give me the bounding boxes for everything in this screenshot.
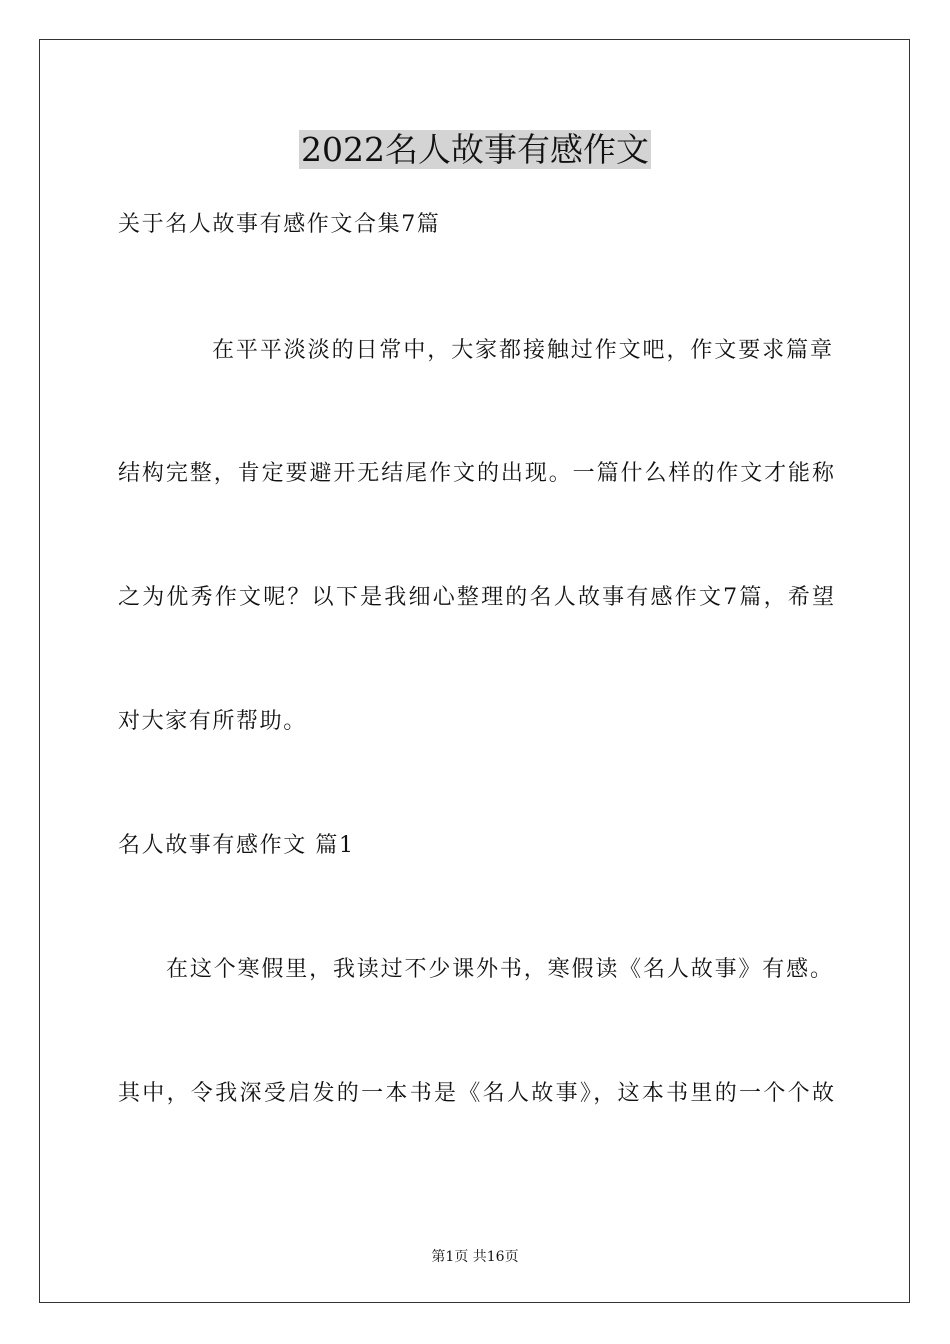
- paragraph-line-3: 之为优秀作文呢？以下是我细心整理的名人故事有感作文7篇，希望: [118, 585, 834, 610]
- paragraph-line-6: 其中，令我深受启发的一本书是《名人故事》，这本书里的一个个故: [118, 1081, 834, 1106]
- paragraph-line-1: 在平平淡淡的日常中，大家都接触过作文吧，作文要求篇章: [212, 338, 832, 363]
- document-title-text: 2022名人故事有感作文: [301, 130, 649, 169]
- paragraph-line-2: 结构完整，肯定要避开无结尾作文的出现。一篇什么样的作文才能称: [118, 461, 834, 486]
- page-footer: 第1页 共16页: [431, 1249, 519, 1265]
- paragraph-line-4: 对大家有所帮助。: [118, 709, 307, 734]
- document-subtitle: 关于名人故事有感作文合集7篇: [118, 212, 441, 237]
- document-title: [0, 128, 950, 172]
- paragraph-line-5: 在这个寒假里，我读过不少课外书，寒假读《名人故事》有感。: [166, 957, 832, 982]
- section-heading: 名人故事有感作文 篇1: [118, 833, 355, 858]
